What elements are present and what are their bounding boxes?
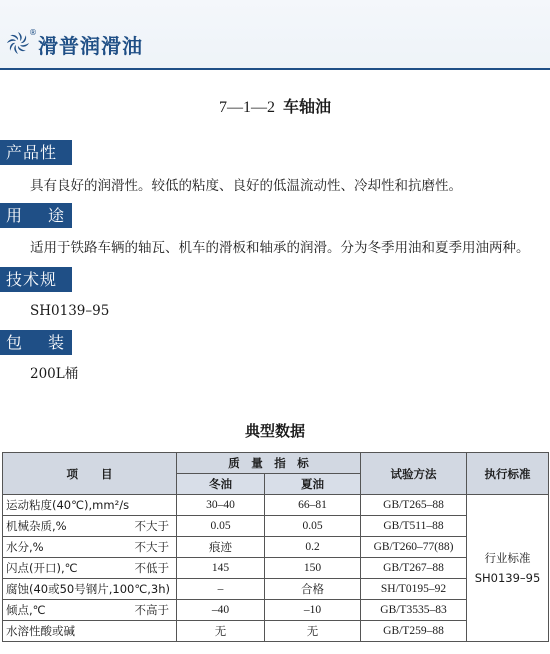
row-item — [3, 558, 177, 579]
heading-usage-char-1: 用 — [6, 206, 23, 225]
section-number: 7—1—2 — [218, 99, 275, 116]
row-label: 水分,% — [6, 540, 44, 554]
row-summer: 0.2 — [265, 537, 361, 558]
row-method: SH/T0195–92 — [361, 579, 467, 600]
row-summer: 无 — [265, 621, 361, 642]
row-item — [3, 579, 177, 600]
row-winter: 无 — [177, 621, 265, 642]
row-summer: –10 — [265, 600, 361, 621]
row-label: 腐蚀(40或50号钢片,100℃,3h) — [6, 582, 171, 596]
header-method: 试验方法 — [361, 453, 467, 495]
header-summer: 夏油 — [265, 474, 361, 495]
usage-text: 适用于铁路车辆的轴瓦、机车的滑板和轴承的润滑。分为冬季用油和夏季用油两种。 — [30, 240, 530, 256]
row-limit: 不高于 — [134, 603, 169, 617]
heading-usage-char-2: 途 — [47, 206, 64, 225]
row-summer: 66–81 — [265, 495, 361, 516]
standard-code: SH0139–95 — [474, 571, 541, 585]
standard-cell — [467, 495, 549, 642]
row-winter: 30–40 — [177, 495, 265, 516]
heading-packaging-char-1: 包 — [6, 333, 23, 352]
typical-data-table — [2, 452, 549, 642]
row-item — [3, 621, 177, 642]
row-label: 倾点,℃ — [6, 603, 46, 617]
header-item: 项 目 — [3, 453, 177, 495]
header-winter: 冬油 — [177, 474, 265, 495]
row-item — [3, 495, 177, 516]
row-item — [3, 600, 177, 621]
brand-name: 滑普润滑油 — [38, 34, 143, 58]
row-method: GB/T265–88 — [361, 495, 467, 516]
row-method: GB/T259–88 — [361, 621, 467, 642]
registered-mark: ® — [29, 28, 37, 37]
row-winter: – — [177, 579, 265, 600]
row-summer: 合格 — [265, 579, 361, 600]
row-label: 运动粘度(40℃),mm²/s — [6, 498, 130, 512]
row-method: GB/T267–88 — [361, 558, 467, 579]
row-limit: 不低于 — [134, 561, 169, 575]
heading-packaging-char-2: 装 — [47, 333, 64, 352]
row-limit: 不大于 — [134, 519, 169, 533]
heading-usage — [0, 203, 72, 228]
swirl-logo-icon — [5, 30, 31, 56]
heading-spec: 技术规格 — [0, 267, 72, 292]
standard-label: 行业标准 — [484, 551, 531, 565]
table-row — [3, 495, 549, 516]
row-summer: 150 — [265, 558, 361, 579]
row-method: GB/T511–88 — [361, 516, 467, 537]
heading-packaging — [0, 330, 72, 355]
row-label: 水溶性酸或碱 — [6, 624, 75, 638]
spec-text: SH0139–95 — [30, 303, 110, 319]
page-header — [0, 0, 550, 70]
performance-text: 具有良好的润滑性。较低的粘度、良好的低温流动性、冷却性和抗磨性。 — [30, 178, 462, 194]
row-winter: 145 — [177, 558, 265, 579]
table-header-row — [3, 453, 549, 474]
header-standard: 执行标准 — [467, 453, 549, 495]
row-label: 机械杂质,% — [6, 519, 67, 533]
row-winter: 痕迹 — [177, 537, 265, 558]
row-limit: 不大于 — [134, 540, 169, 554]
row-item — [3, 537, 177, 558]
row-item — [3, 516, 177, 537]
section-title — [0, 94, 550, 117]
row-winter: –40 — [177, 600, 265, 621]
table-title: 典型数据 — [244, 422, 305, 440]
packaging-text: 200L桶 — [30, 366, 79, 382]
header-quality: 质 量 指 标 — [177, 453, 361, 474]
heading-performance: 产品性能 — [0, 140, 72, 165]
row-winter: 0.05 — [177, 516, 265, 537]
row-method: GB/T3535–83 — [361, 600, 467, 621]
row-summer: 0.05 — [265, 516, 361, 537]
section-name: 车轴油 — [282, 97, 331, 116]
row-label: 闪点(开口),℃ — [6, 561, 78, 575]
row-method: GB/T260–77(88) — [361, 537, 467, 558]
